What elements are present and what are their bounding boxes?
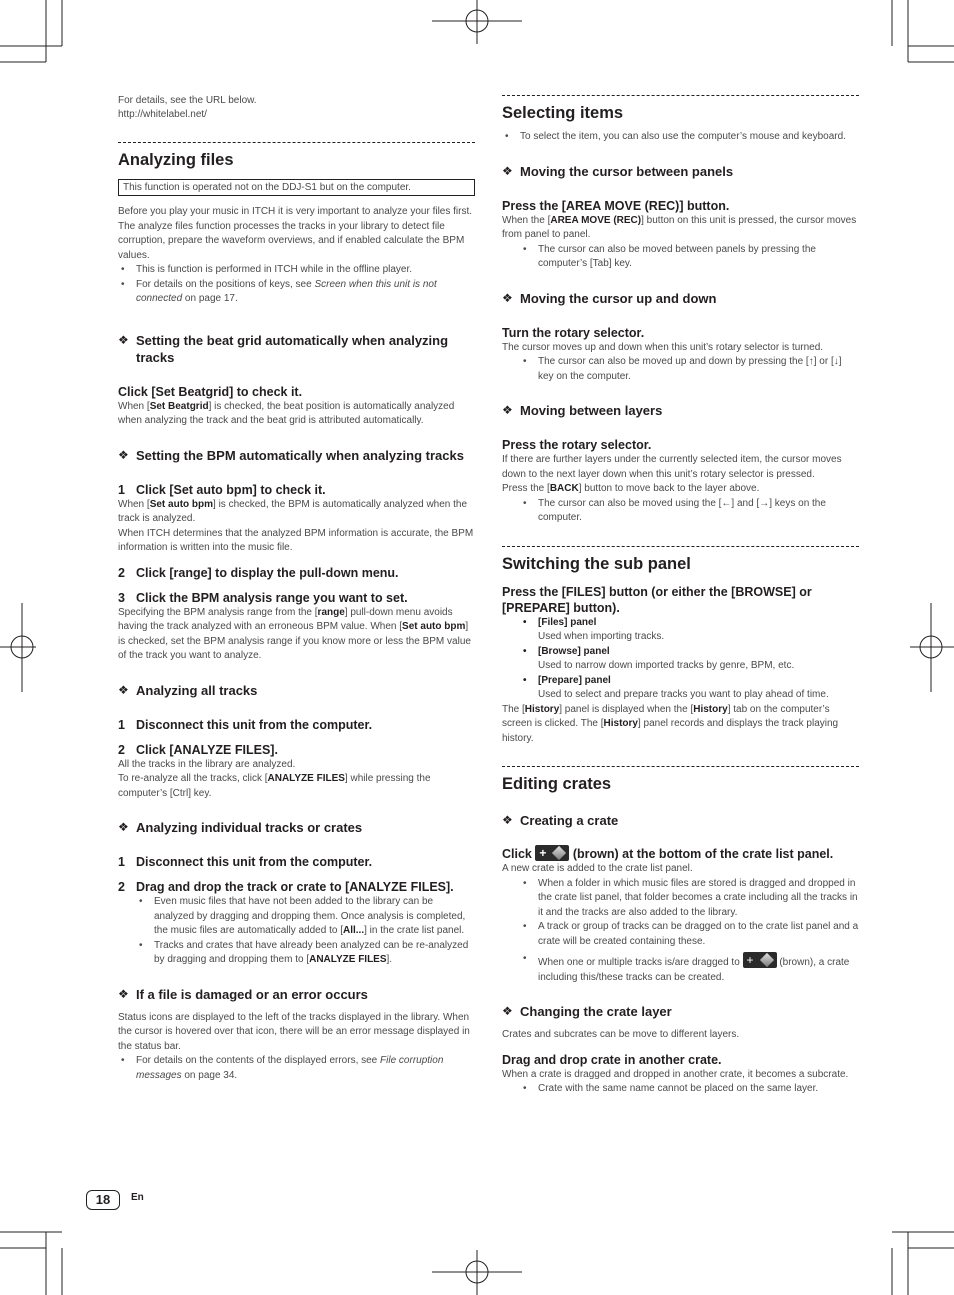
bullet-item: • The cursor can also be moved up and down by pressing the [↑] or [↓] key on the computer.: [523, 356, 842, 382]
bullet-icon: •: [523, 616, 527, 628]
bullet-item: • When one or multiple tracks is/are dragged to + (brown), a crate including this/these tracks can be created.: [523, 953, 850, 983]
left-column: [118, 92, 475, 1083]
diamond-icon: ❖: [502, 1004, 513, 1018]
bullet-item: • Crate with the same name cannot be placed on the same layer.: [502, 1082, 859, 1097]
diamond-icon: ❖: [118, 447, 129, 462]
paragraph: If there are further layers under the currently selected item, the cursor moves down to the next layer down when this unit’s rotary selector is pressed.: [502, 454, 842, 480]
bullet-item: • A track or group of tracks can be dragged on to the crate list panel and a crate will be created containing these.: [523, 921, 859, 947]
page-reference: Screen when this unit is not connected: [136, 278, 437, 304]
step-heading: Turn the rotary selector.: [502, 325, 645, 340]
step-heading: 3 Click the BPM analysis range you want to set.: [118, 590, 408, 605]
bullet-icon: •: [523, 497, 527, 509]
bullet-item: • For details on the positions of keys, see Screen when this unit is not connected on page 17.: [121, 278, 437, 304]
subsection-title: ❖ Changing the crate layer: [502, 1004, 672, 1019]
bullet-icon: •: [505, 131, 509, 142]
bullet-icon: •: [523, 243, 527, 255]
list-item: • [Files] panel: [502, 616, 859, 631]
bullet-icon: •: [523, 356, 527, 367]
subsection-title: ❖ Analyzing individual tracks or crates: [118, 820, 363, 835]
subsection-title: ❖ Setting the BPM automatically when analyzing tracks: [118, 447, 464, 463]
bullet-item: • To select the item, you can also use the computer’s mouse and keyboard.: [502, 130, 859, 145]
bullet-icon: •: [523, 921, 527, 932]
section-divider: [502, 766, 859, 767]
bullet-item: • When a folder in which music files are stored is dragged and dropped in the crate list panel, that folder becomes a crate including all the tracks in it and the tracks are also added to the library.: [523, 877, 858, 918]
paragraph: All the tracks in the library are analyzed.: [118, 758, 296, 770]
paragraph: Specifying the BPM analysis range from the [range] pull-down menu avoids having the track analyzed with an erroneous BPM value. When [Set auto bpm] is checked, set the BPM analysis range if you know more or less the BPM value of the track you want to analyze.: [118, 606, 471, 661]
page-number: 18: [86, 1190, 120, 1210]
paragraph: Before you play your music in ITCH it is very important to analyze your files first. The analyze files function processes the tracks in your library to detect file corruption, prepare the waveform overviews, and if enabled calculate the BPM values.: [118, 206, 473, 261]
section-title-editing-crates: Editing crates: [502, 775, 612, 793]
diamond-icon: ❖: [118, 332, 129, 347]
section-divider: [502, 546, 859, 547]
bullet-icon: •: [523, 953, 527, 964]
add-crate-icon: +: [535, 845, 569, 861]
subsection-title: ❖ If a file is damaged or an error occurs: [118, 986, 368, 1002]
list-item-desc: Used to select and prepare tracks you want to play ahead of time.: [538, 689, 829, 700]
subsection-title: ❖ Creating a crate: [502, 813, 619, 828]
bullet-icon: •: [121, 264, 125, 275]
step-heading: Press the [FILES] button (or either the [BROWSE] or [PREPARE] button).: [502, 584, 812, 615]
step-heading: 2 Drag and drop the track or crate to [ANALYZE FILES].: [118, 880, 454, 894]
section-title-analyzing-files: Analyzing files: [118, 151, 234, 169]
step-heading: 1 Disconnect this unit from the computer.: [118, 717, 373, 732]
paragraph: A new crate is added to the crate list panel.: [502, 863, 693, 874]
step-heading: Press the [AREA MOVE (REC)] button.: [502, 198, 730, 213]
section-title-selecting-items: Selecting items: [502, 104, 624, 122]
language-code: En: [131, 1192, 144, 1203]
paragraph: When the [AREA MOVE (REC)] button on this unit is pressed, the cursor moves from panel to panel.: [502, 214, 857, 240]
bullet-item: • Tracks and crates that have already been analyzed can be re-analyzed by dragging and dropping them to [ANALYZE FILES].: [139, 939, 469, 965]
bullet-icon: •: [139, 939, 143, 951]
bullet-icon: •: [121, 278, 125, 290]
paragraph: Status icons are displayed to the left of the tracks displayed in the library. When the cursor is hovered over that icon, there will be an error message displayed in the status bar.: [118, 1011, 470, 1052]
paragraph: The cursor moves up and down when this unit’s rotary selector is turned.: [502, 341, 824, 353]
bullet-icon: •: [139, 896, 143, 907]
paragraph: When [Set Beatgrid] is checked, the beat position is automatically analyzed when analyzing the track and the beat grid is attributed automatically.: [118, 400, 455, 426]
step-heading: Press the rotary selector.: [502, 438, 652, 452]
paragraph: When a crate is dragged and dropped in another crate, it becomes a subcrate.: [502, 1068, 849, 1080]
diamond-icon: ❖: [118, 682, 129, 697]
diamond-icon: ❖: [118, 986, 129, 1001]
step-heading: 1 Click [Set auto bpm] to check it.: [118, 482, 326, 497]
bullet-item: • The cursor can also be moved between panels by pressing the computer’s [Tab] key.: [523, 243, 816, 269]
bullet-item: • For details on the contents of the displayed errors, see File corruption messages on page 34.: [121, 1055, 444, 1081]
diamond-icon: ❖: [502, 163, 513, 178]
paragraph: Crates and subcrates can be move to different layers.: [502, 1029, 740, 1040]
list-item-desc: Used to narrow down imported tracks by genre, BPM, etc.: [538, 660, 795, 671]
bullet-icon: •: [523, 877, 527, 889]
bullet-item: • This is function is performed in ITCH while in the offline player.: [118, 263, 475, 278]
intro-text: For details, see the URL below. http://whitelabel.net/: [118, 95, 257, 120]
section-title-sub-panel: Switching the sub panel: [502, 554, 691, 573]
subsection-title: ❖ Setting the beat grid automatically when analyzing tracks: [118, 332, 449, 365]
info-note: This function is operated not on the DDJ-S1 but on the computer.: [118, 179, 475, 196]
subsection-title: ❖ Moving the cursor up and down: [502, 290, 717, 306]
list-item: • [Browse] panel: [502, 645, 859, 660]
diamond-icon: ❖: [118, 820, 129, 834]
step-heading: Drag and drop crate in another crate.: [502, 1052, 722, 1067]
bullet-item: • Even music files that have not been added to the library can be analyzed by dragging and dropping them. Once analysis is completed, the music files are automatically added to [All...] in the crate list panel.: [139, 896, 466, 936]
paragraph: To re-analyze all the tracks, click [ANALYZE FILES] while pressing the computer’s [Ctrl] key.: [118, 773, 431, 799]
subsection-title: ❖ Moving the cursor between panels: [502, 163, 734, 179]
paragraph: When ITCH determines that the analyzed BPM information is accurate, the BPM information is written into the music file.: [118, 527, 474, 553]
bullet-icon: •: [523, 674, 527, 686]
step-heading: 1 Disconnect this unit from the computer.: [118, 855, 373, 869]
bullet-icon: •: [523, 645, 527, 657]
paragraph: Press the [BACK] button to move back to the layer above.: [502, 483, 760, 494]
section-divider: [118, 142, 475, 143]
subsection-title: ❖ Analyzing all tracks: [118, 682, 258, 698]
right-column: [502, 95, 859, 1097]
bullet-icon: •: [121, 1055, 125, 1066]
diamond-icon: ❖: [502, 403, 513, 417]
add-crate-icon: +: [743, 952, 777, 968]
list-item: • [Prepare] panel: [502, 674, 859, 689]
paragraph: When [Set auto bpm] is checked, the BPM is automatically analyzed when the track is analyzed.: [118, 498, 468, 524]
subsection-title: ❖ Moving between layers: [502, 403, 663, 418]
bullet-icon: •: [523, 1083, 527, 1094]
step-heading: Click + (brown) at the bottom of the crate list panel.: [502, 846, 834, 861]
bullet-item: • The cursor can also be moved using the [←] and [→] keys on the computer.: [523, 497, 826, 523]
diamond-icon: ❖: [502, 290, 513, 305]
diamond-icon: ❖: [502, 813, 513, 827]
step-heading: 2 Click [range] to display the pull-down menu.: [118, 565, 399, 580]
list-item-desc: Used when importing tracks.: [538, 631, 665, 642]
paragraph: The [History] panel is displayed when the [History] tab on the computer’s screen is clicked. The [History] panel records and displays the track playing history.: [502, 703, 839, 744]
page-reference: File corruption messages: [136, 1055, 444, 1081]
step-heading: 2 Click [ANALYZE FILES].: [118, 742, 278, 757]
section-divider: [502, 95, 859, 96]
step-heading: Click [Set Beatgrid] to check it.: [118, 384, 303, 399]
